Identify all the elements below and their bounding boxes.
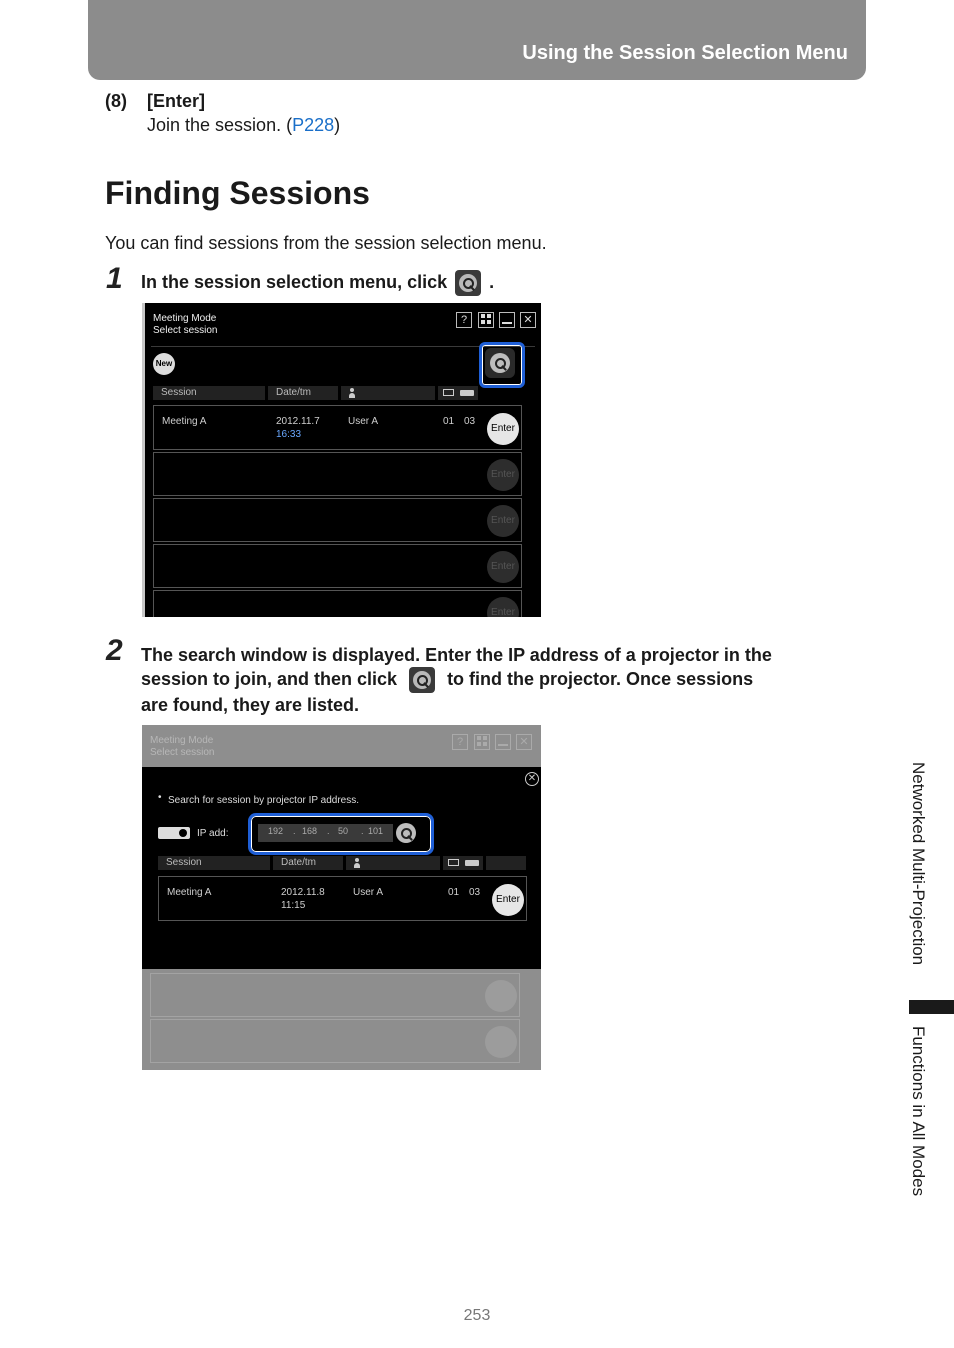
table-row bbox=[153, 544, 522, 588]
step-number-1: 1 bbox=[106, 262, 123, 295]
item-description bbox=[147, 115, 340, 136]
new-button[interactable]: New bbox=[153, 353, 175, 375]
ip-octet-4: 101 bbox=[368, 826, 384, 836]
side-chapter: Networked Multi-Projection bbox=[909, 762, 928, 966]
close-button[interactable]: ✕ bbox=[516, 734, 532, 750]
table-row[interactable] bbox=[153, 405, 522, 450]
pc-icon bbox=[448, 859, 459, 866]
screen-label: Select session bbox=[150, 747, 215, 758]
col-action bbox=[486, 856, 526, 870]
minimize-icon[interactable] bbox=[495, 734, 511, 750]
row-projectors: 03 bbox=[469, 887, 481, 898]
pc-icon bbox=[443, 389, 454, 396]
search-panel bbox=[142, 767, 541, 969]
projector-toggle[interactable] bbox=[158, 827, 190, 839]
side-tab-marker bbox=[909, 1000, 954, 1014]
col-devices bbox=[443, 856, 483, 870]
table-row bbox=[150, 973, 520, 1017]
mode-label: Meeting Mode bbox=[153, 313, 217, 324]
search-icon bbox=[455, 270, 481, 296]
row-time: 16:33 bbox=[276, 429, 302, 440]
help-button[interactable]: ? bbox=[456, 312, 472, 328]
title-divider bbox=[151, 346, 535, 347]
step1-text: In the session selection menu, click bbox=[141, 272, 448, 292]
item-number: (8) bbox=[105, 91, 127, 111]
user-icon bbox=[354, 858, 360, 868]
ip-octet-1: 192 bbox=[268, 826, 284, 836]
search-hint: Search for session by projector IP address. bbox=[168, 795, 360, 806]
item-name: [Enter] bbox=[147, 91, 205, 111]
projector-icon bbox=[460, 390, 474, 396]
help-button[interactable]: ? bbox=[452, 734, 468, 750]
ip-dot: . bbox=[293, 826, 296, 836]
row-pcs: 01 bbox=[443, 416, 455, 427]
search-icon bbox=[396, 823, 416, 843]
table-row bbox=[153, 590, 522, 617]
close-search-button[interactable]: ✕ bbox=[525, 772, 539, 786]
bullet: • bbox=[158, 792, 162, 803]
search-button[interactable] bbox=[485, 348, 515, 378]
step2-line2b: to find the projector. Once sessions bbox=[447, 669, 754, 689]
grid-icon[interactable] bbox=[478, 312, 494, 328]
ip-dot: . bbox=[361, 826, 364, 836]
section-intro: You can find sessions from the session selection menu. bbox=[105, 233, 547, 253]
row-session: Meeting A bbox=[162, 416, 207, 427]
search-icon bbox=[409, 667, 435, 693]
minimize-icon[interactable] bbox=[499, 312, 515, 328]
enter-button[interactable]: Enter bbox=[487, 551, 519, 583]
col-user bbox=[341, 386, 435, 400]
ip-label: IP add: bbox=[197, 828, 229, 839]
projector-icon bbox=[465, 860, 479, 866]
table-row bbox=[153, 498, 522, 542]
row-projectors: 03 bbox=[464, 416, 476, 427]
row-time: 11:15 bbox=[281, 900, 306, 911]
step1-period: . bbox=[489, 272, 495, 292]
window-title bbox=[150, 735, 214, 759]
session-selection-screenshot bbox=[142, 303, 541, 617]
step2-line2a: session to join, and then click bbox=[141, 669, 398, 689]
step2-line1: The search window is displayed. Enter the IP address of a projector in the bbox=[141, 645, 772, 665]
ip-octet-3: 50 bbox=[338, 826, 349, 836]
user-icon bbox=[349, 388, 355, 398]
page-number: 253 bbox=[463, 1307, 491, 1324]
col-session: Session bbox=[158, 856, 270, 870]
close-button[interactable]: ✕ bbox=[520, 312, 536, 328]
enter-button[interactable]: Enter bbox=[487, 413, 519, 445]
table-row bbox=[150, 1019, 520, 1063]
step-number-2: 2 bbox=[106, 634, 123, 667]
header-title: Using the Session Selection Menu bbox=[522, 42, 848, 64]
row-date: 2012.11.7 bbox=[276, 416, 320, 427]
col-session: Session bbox=[153, 386, 265, 400]
row-session: Meeting A bbox=[167, 887, 212, 898]
col-user bbox=[346, 856, 440, 870]
ip-address-input[interactable] bbox=[258, 824, 393, 842]
enter-button[interactable]: Enter bbox=[487, 597, 519, 617]
screen-label: Select session bbox=[153, 325, 218, 336]
row-date: 2012.11.8 bbox=[281, 887, 325, 898]
side-section: Functions in All Modes bbox=[909, 1026, 928, 1197]
enter-button[interactable]: Enter bbox=[492, 884, 524, 916]
enter-button[interactable]: Enter bbox=[487, 459, 519, 491]
item-desc-suffix: ) bbox=[334, 115, 341, 135]
item-desc-prefix: Join the session. ( bbox=[147, 115, 293, 135]
row-user: User A bbox=[353, 887, 384, 898]
step2-line3: are found, they are listed. bbox=[141, 695, 360, 716]
step-text-2 bbox=[141, 643, 772, 717]
enter-button[interactable]: Enter bbox=[487, 505, 519, 537]
search-icon bbox=[490, 353, 510, 373]
header-band bbox=[88, 0, 866, 80]
row-pcs: 01 bbox=[448, 887, 460, 898]
search-window-screenshot bbox=[142, 725, 541, 1070]
table-row bbox=[153, 452, 522, 496]
enter-button[interactable] bbox=[485, 1026, 517, 1058]
col-devices bbox=[438, 386, 478, 400]
col-date: Date/tm bbox=[268, 386, 338, 400]
grid-icon[interactable] bbox=[474, 734, 490, 750]
section-title: Finding Sessions bbox=[105, 175, 370, 211]
ip-dot: . bbox=[327, 826, 330, 836]
mode-label: Meeting Mode bbox=[150, 735, 214, 746]
page-link[interactable]: P228 bbox=[292, 115, 335, 135]
ip-search-button[interactable] bbox=[396, 823, 416, 843]
col-date: Date/tm bbox=[273, 856, 343, 870]
window-title bbox=[153, 313, 217, 337]
table-row[interactable] bbox=[158, 876, 527, 921]
step-text-1 bbox=[141, 270, 494, 296]
step2-line2 bbox=[141, 667, 772, 693]
enter-button[interactable] bbox=[485, 980, 517, 1012]
ip-octet-2: 168 bbox=[302, 826, 318, 836]
row-user: User A bbox=[348, 416, 379, 427]
